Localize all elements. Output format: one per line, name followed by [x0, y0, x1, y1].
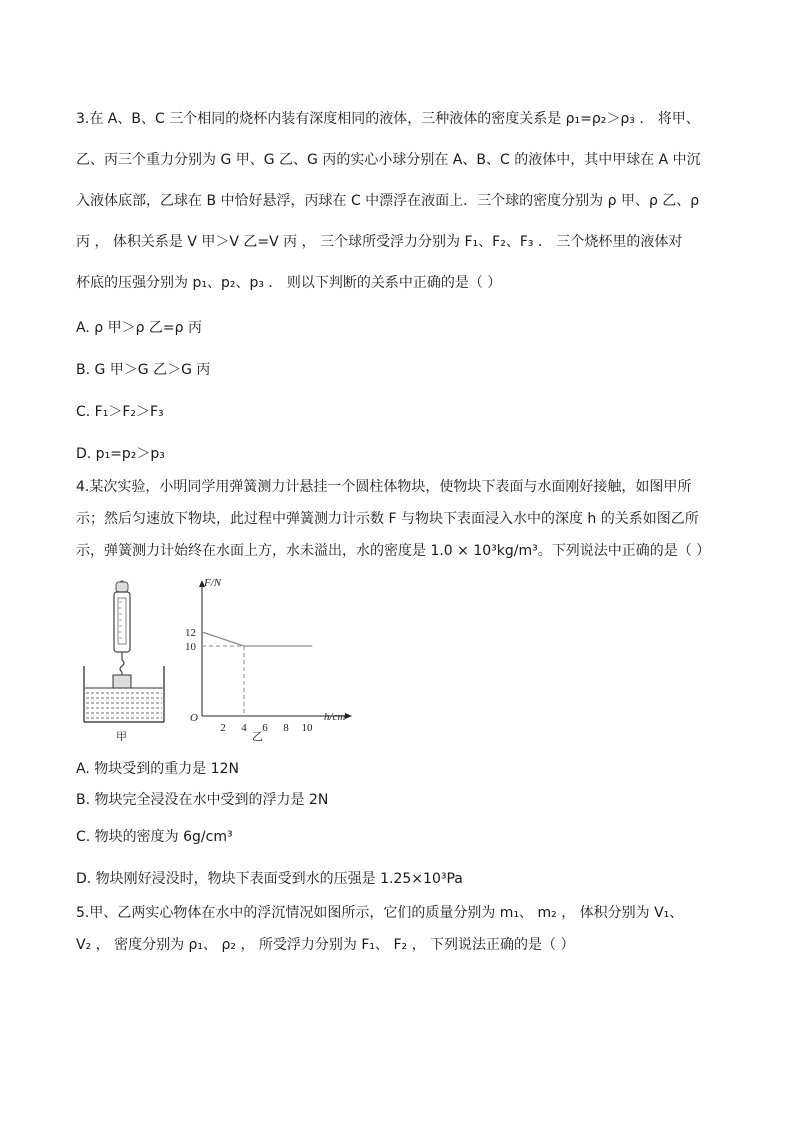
origin-label: O	[190, 712, 198, 724]
q4-option-b: B. 物块完全浸没在水中受到的浮力是 2N	[76, 792, 329, 808]
y-axis-label: F/N	[204, 577, 222, 589]
figure-label-jia: 甲	[116, 730, 127, 742]
q3-line-1: 3.在 A、B、C 三个相同的烧杯内装有深度相同的液体，三种液体的密度关系是 ρ₁=ρ₂＞ρ₃ ． 将甲、	[76, 111, 700, 127]
x-tick-label: 6	[262, 722, 268, 734]
q4-figure	[76, 572, 366, 742]
q3-option-a: A. ρ 甲＞ρ 乙=ρ 丙	[76, 320, 202, 336]
q4-option-d: D. 物块刚好浸没时，物块下表面受到水的压强是 1.25×10³Pa	[76, 871, 463, 887]
x-tick-label: 2	[220, 722, 226, 734]
q4-figure-svg	[76, 572, 366, 742]
q4-option-c: C. 物块的密度为 6g/cm³	[76, 829, 233, 845]
figure-label-yi: 乙	[252, 730, 263, 742]
q5-line-2: V₂ ， 密度分别为 ρ₁、 ρ₂ ， 所受浮力分别为 F₁、 F₂ ， 下列说法正确的是（ ）	[76, 937, 575, 953]
q4-line-2: 示；然后匀速放下物块，此过程中弹簧测力计示数 F 与物块下表面浸入水中的深度 h 的关系如图乙所	[76, 511, 699, 527]
x-tick-label: 8	[283, 722, 289, 734]
q3-line-3: 入液体底部，乙球在 B 中恰好悬浮，丙球在 C 中漂浮在液面上．三个球的密度分别为 ρ 甲、ρ 乙、ρ	[76, 193, 700, 209]
q4-line-3: 示，弹簧测力计始终在水面上方，水未溢出，水的密度是 1.0 × 10³kg/m³。下列说法中正确的是（ ）	[76, 543, 711, 559]
q3-option-c: C. F₁＞F₂＞F₃	[76, 404, 164, 420]
q4-line-1: 4.某次实验，小明同学用弹簧测力计悬挂一个圆柱体物块，使物块下表面与水面刚好接触，如图甲所	[76, 479, 692, 495]
y-tick-label: 12	[185, 627, 196, 639]
x-axis-arrow	[345, 713, 352, 719]
water-container	[84, 666, 164, 722]
cylinder-block	[113, 675, 131, 688]
spring-scale-drawing	[114, 581, 130, 675]
series-line-0	[202, 632, 312, 646]
q3-line-4: 丙 ， 体积关系是 V 甲＞V 乙=V 丙 ， 三个球所受浮力分别为 F₁、F₂、F₃ ． 三个烧杯里的液体对	[76, 234, 683, 250]
x-tick-label: 4	[241, 722, 247, 734]
y-tick-label: 10	[185, 641, 196, 653]
x-axis-label: h/cm	[324, 711, 346, 723]
force-depth-graph	[185, 577, 352, 742]
q4-option-a: A. 物块受到的重力是 12N	[76, 761, 239, 777]
x-tick-label: 10	[301, 722, 313, 734]
q3-option-b: B. G 甲＞G 乙＞G 丙	[76, 362, 211, 378]
q3-line-2: 乙、丙三个重力分别为 G 甲、G 乙、G 丙的实心小球分别在 A、B、C 的液体中，其中甲球在 A 中沉	[76, 152, 701, 168]
q5-line-1: 5.甲、乙两实心物体在水中的浮沉情况如图所示，它们的质量分别为 m₁、 m₂ ， 体积分别为 V₁、	[76, 905, 684, 921]
q3-line-5: 杯底的压强分别为 p₁、p₂、p₃ ． 则以下判断的关系中正确的是（ ）	[76, 275, 502, 291]
q3-option-d: D. p₁=p₂＞p₃	[76, 446, 165, 462]
